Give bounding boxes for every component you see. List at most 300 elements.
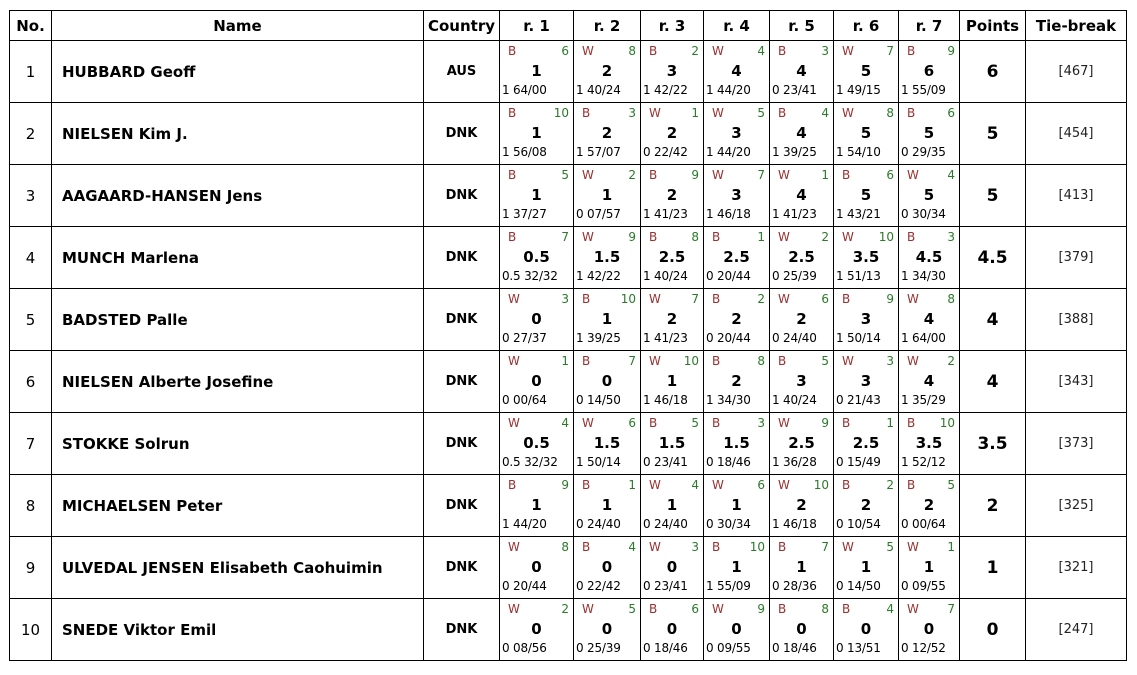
round-cumulative-score: 1.5 (723, 434, 750, 452)
round-color: W (842, 230, 854, 244)
round-cell (574, 41, 641, 103)
round-result-detail: 0 09/55 (706, 641, 751, 655)
round-cumulative-score: 1 (731, 496, 742, 514)
round-opponent: 1 (886, 416, 894, 430)
round-result-detail: 1 56/08 (502, 145, 547, 159)
round-color: W (508, 416, 520, 430)
round-opponent: 7 (628, 354, 636, 368)
round-result-detail: 0 23/41 (643, 579, 688, 593)
round-result-detail: 1 44/20 (706, 83, 751, 97)
round-result-detail: 1 39/25 (772, 145, 817, 159)
round-opponent: 4 (821, 106, 829, 120)
round-cumulative-score: 1 (731, 558, 742, 576)
round-color: W (582, 416, 594, 430)
round-result-detail: 0.5 32/32 (502, 455, 558, 469)
round-result-detail: 1 41/23 (643, 331, 688, 345)
round-opponent: 10 (878, 230, 894, 244)
round-result-detail: 1 40/24 (643, 269, 688, 283)
round-opponent: 9 (691, 168, 699, 182)
round-color: W (842, 44, 854, 58)
round-cumulative-score: 3.5 (852, 248, 880, 266)
player-no: 6 (10, 351, 52, 413)
round-color: W (508, 540, 520, 554)
round-cumulative-score: 0 (601, 620, 613, 638)
round-opponent: 6 (886, 168, 894, 182)
round-opponent: 1 (757, 230, 765, 244)
player-tiebreak: [325] (1026, 475, 1127, 537)
round-opponent: 10 (553, 106, 569, 120)
round-result-detail: 0 20/44 (706, 269, 751, 283)
player-points: 4 (960, 351, 1026, 413)
round-opponent: 1 (561, 354, 569, 368)
round-result-detail: 0 09/55 (901, 579, 946, 593)
round-color: W (842, 540, 854, 554)
player-country: DNK (424, 289, 500, 351)
round-result-detail: 0 14/50 (836, 579, 881, 593)
round-cumulative-score: 2.5 (658, 248, 686, 266)
round-cumulative-score: 2.5 (723, 248, 750, 266)
round-result-detail: 1 36/28 (772, 455, 817, 469)
round-cell (641, 475, 704, 537)
round-opponent: 10 (683, 354, 699, 368)
header-tiebreak: Tie-break (1026, 11, 1127, 41)
player-country: DNK (424, 103, 500, 165)
round-opponent: 5 (561, 168, 569, 182)
round-cell (574, 413, 641, 475)
round-color: W (778, 416, 790, 430)
crosstable (9, 10, 1127, 661)
round-opponent: 10 (620, 292, 636, 306)
header-round-7: r. 7 (899, 11, 960, 41)
round-opponent: 8 (821, 602, 829, 616)
player-points: 3.5 (960, 413, 1026, 475)
round-result-detail: 1 64/00 (502, 83, 547, 97)
round-cumulative-score: 0 (860, 620, 872, 638)
round-cell (899, 227, 960, 289)
player-tiebreak: [343] (1026, 351, 1127, 413)
round-opponent: 9 (821, 416, 829, 430)
round-cell (704, 103, 770, 165)
round-opponent: 8 (628, 44, 636, 58)
round-cumulative-score: 0 (531, 558, 542, 576)
round-result-detail: 0 20/44 (502, 579, 547, 593)
round-opponent: 1 (947, 540, 955, 554)
round-cumulative-score: 2 (666, 310, 678, 328)
round-cumulative-score: 4 (796, 186, 807, 204)
round-cell (500, 599, 574, 661)
round-color: W (778, 230, 790, 244)
round-cumulative-score: 4 (796, 62, 807, 80)
round-color: B (778, 44, 787, 58)
player-no: 8 (10, 475, 52, 537)
player-country: DNK (424, 475, 500, 537)
table-row (10, 227, 1127, 289)
round-color: B (842, 602, 851, 616)
round-cumulative-score: 0 (531, 372, 542, 390)
round-opponent: 4 (691, 478, 699, 492)
round-opponent: 10 (749, 540, 765, 554)
round-result-detail: 0 30/34 (706, 517, 751, 531)
player-name: NIELSEN Alberte Josefine (52, 351, 424, 413)
round-color: W (907, 602, 919, 616)
round-color: B (712, 292, 721, 306)
round-result-detail: 1 55/09 (901, 83, 946, 97)
round-cell (574, 537, 641, 599)
player-tiebreak: [373] (1026, 413, 1127, 475)
round-opponent: 3 (757, 416, 765, 430)
round-cell (574, 227, 641, 289)
round-opponent: 5 (886, 540, 894, 554)
round-cumulative-score: 1.5 (593, 248, 621, 266)
player-points: 4 (960, 289, 1026, 351)
round-cell (770, 227, 834, 289)
round-color: B (582, 354, 591, 368)
round-cumulative-score: 1.5 (658, 434, 686, 452)
round-result-detail: 0 25/39 (772, 269, 817, 283)
header-country: Country (424, 11, 500, 41)
round-color: W (907, 540, 919, 554)
round-color: W (582, 168, 594, 182)
round-cell (704, 537, 770, 599)
round-result-detail: 0 20/44 (706, 331, 751, 345)
round-cumulative-score: 2.5 (852, 434, 880, 452)
round-cell (899, 289, 960, 351)
round-cell (704, 413, 770, 475)
round-result-detail: 1 57/07 (576, 145, 621, 159)
round-cell (641, 413, 704, 475)
player-points: 6 (960, 41, 1026, 103)
round-cumulative-score: 0 (796, 620, 807, 638)
round-color: B (907, 230, 916, 244)
round-cumulative-score: 2 (666, 124, 678, 142)
round-result-detail: 1 35/29 (901, 393, 946, 407)
player-no: 4 (10, 227, 52, 289)
round-opponent: 4 (757, 44, 765, 58)
round-cell (834, 475, 899, 537)
player-name: ULVEDAL JENSEN Elisabeth Caohuimin (52, 537, 424, 599)
round-result-detail: 0 21/43 (836, 393, 881, 407)
round-result-detail: 1 52/12 (901, 455, 946, 469)
round-cell (899, 103, 960, 165)
round-color: W (508, 354, 520, 368)
round-cell (704, 351, 770, 413)
round-result-detail: 0 22/42 (576, 579, 621, 593)
round-color: B (778, 540, 787, 554)
round-cumulative-score: 4.5 (915, 248, 943, 266)
round-opponent: 5 (947, 478, 955, 492)
round-color: B (842, 478, 851, 492)
round-opponent: 6 (691, 602, 699, 616)
round-cumulative-score: 3 (731, 124, 742, 142)
round-cumulative-score: 3 (860, 372, 872, 390)
round-cumulative-score: 1.5 (593, 434, 621, 452)
round-opponent: 7 (757, 168, 765, 182)
round-opponent: 10 (939, 416, 955, 430)
round-color: B (582, 106, 591, 120)
player-name: HUBBARD Geoff (52, 41, 424, 103)
round-cell (899, 599, 960, 661)
round-cell (574, 351, 641, 413)
table-row (10, 165, 1127, 227)
round-cell (574, 599, 641, 661)
round-opponent: 3 (691, 540, 699, 554)
round-result-detail: 1 40/24 (772, 393, 817, 407)
round-opponent: 4 (947, 168, 955, 182)
round-opponent: 3 (628, 106, 636, 120)
round-cumulative-score: 0.5 (523, 248, 550, 266)
round-result-detail: 1 37/27 (502, 207, 547, 221)
round-cumulative-score: 5 (860, 186, 872, 204)
round-color: B (907, 44, 916, 58)
round-cell (770, 413, 834, 475)
round-opponent: 2 (886, 478, 894, 492)
round-color: B (582, 292, 591, 306)
round-cell (500, 165, 574, 227)
round-cumulative-score: 1 (601, 186, 613, 204)
round-cumulative-score: 0 (601, 558, 613, 576)
header-round-1: r. 1 (500, 11, 574, 41)
round-result-detail: 1 49/15 (836, 83, 881, 97)
table-row (10, 289, 1127, 351)
round-color: B (712, 354, 721, 368)
table-row (10, 413, 1127, 475)
round-color: B (842, 168, 851, 182)
round-cell (500, 103, 574, 165)
player-points: 1 (960, 537, 1026, 599)
round-result-detail: 1 46/18 (706, 207, 751, 221)
round-result-detail: 1 40/24 (576, 83, 621, 97)
round-cell (574, 475, 641, 537)
header-round-3: r. 3 (641, 11, 704, 41)
round-color: W (649, 354, 661, 368)
round-result-detail: 1 42/22 (576, 269, 621, 283)
round-result-detail: 0 18/46 (643, 641, 688, 655)
player-no: 5 (10, 289, 52, 351)
round-cell (899, 413, 960, 475)
round-opponent: 9 (561, 478, 569, 492)
round-cell (641, 289, 704, 351)
round-cell (899, 537, 960, 599)
round-cell (500, 413, 574, 475)
player-no: 10 (10, 599, 52, 661)
table-row (10, 599, 1127, 661)
round-opponent: 5 (691, 416, 699, 430)
round-cumulative-score: 2.5 (788, 434, 815, 452)
player-points: 0 (960, 599, 1026, 661)
round-cumulative-score: 2 (666, 186, 678, 204)
round-cell (834, 227, 899, 289)
round-color: B (712, 540, 721, 554)
round-color: W (508, 602, 520, 616)
round-result-detail: 1 34/30 (901, 269, 946, 283)
round-opponent: 8 (691, 230, 699, 244)
round-cell (574, 289, 641, 351)
round-cumulative-score: 1 (531, 124, 542, 142)
round-result-detail: 1 51/13 (836, 269, 881, 283)
player-country: DNK (424, 537, 500, 599)
round-result-detail: 0 27/37 (502, 331, 547, 345)
round-cumulative-score: 4 (731, 62, 742, 80)
round-cumulative-score: 1 (923, 558, 935, 576)
header-round-6: r. 6 (834, 11, 899, 41)
round-color: B (508, 478, 517, 492)
round-cell (834, 165, 899, 227)
round-opponent: 8 (561, 540, 569, 554)
player-no: 3 (10, 165, 52, 227)
round-cell (641, 41, 704, 103)
round-result-detail: 0 13/51 (836, 641, 881, 655)
round-cumulative-score: 1 (601, 496, 613, 514)
round-cell (770, 289, 834, 351)
round-result-detail: 1 55/09 (706, 579, 751, 593)
table-row (10, 351, 1127, 413)
round-opponent: 3 (821, 44, 829, 58)
round-opponent: 7 (561, 230, 569, 244)
round-cell (770, 475, 834, 537)
round-result-detail: 0 10/54 (836, 517, 881, 531)
player-name: NIELSEN Kim J. (52, 103, 424, 165)
round-cumulative-score: 1 (796, 558, 807, 576)
round-result-detail: 1 50/14 (576, 455, 621, 469)
round-color: W (712, 168, 724, 182)
round-cumulative-score: 2.5 (788, 248, 815, 266)
round-cumulative-score: 0 (666, 558, 678, 576)
round-cumulative-score: 2 (731, 310, 742, 328)
round-cumulative-score: 3 (731, 186, 742, 204)
round-cumulative-score: 1 (531, 186, 542, 204)
round-result-detail: 1 46/18 (643, 393, 688, 407)
player-country: DNK (424, 227, 500, 289)
round-opponent: 6 (947, 106, 955, 120)
round-opponent: 6 (628, 416, 636, 430)
header-name: Name (52, 11, 424, 41)
header-no: No. (10, 11, 52, 41)
round-color: B (508, 230, 517, 244)
player-name: AAGAARD-HANSEN Jens (52, 165, 424, 227)
round-cell (834, 351, 899, 413)
round-opponent: 3 (947, 230, 955, 244)
round-cumulative-score: 6 (923, 62, 935, 80)
round-cell (899, 165, 960, 227)
round-result-detail: 0 24/40 (643, 517, 688, 531)
round-cell (770, 537, 834, 599)
round-result-detail: 1 50/14 (836, 331, 881, 345)
round-opponent: 4 (628, 540, 636, 554)
round-opponent: 7 (886, 44, 894, 58)
player-country: DNK (424, 165, 500, 227)
player-points: 4.5 (960, 227, 1026, 289)
round-cumulative-score: 0 (666, 620, 678, 638)
round-cumulative-score: 3 (796, 372, 807, 390)
round-cell (899, 351, 960, 413)
round-cumulative-score: 4 (923, 310, 935, 328)
round-opponent: 10 (813, 478, 829, 492)
round-result-detail: 1 44/20 (706, 145, 751, 159)
round-color: B (582, 540, 591, 554)
round-cell (834, 41, 899, 103)
round-cumulative-score: 1 (860, 558, 872, 576)
player-tiebreak: [388] (1026, 289, 1127, 351)
round-cell (574, 165, 641, 227)
round-cumulative-score: 1 (531, 62, 542, 80)
round-cell (500, 227, 574, 289)
round-cell (641, 537, 704, 599)
round-cumulative-score: 2 (796, 496, 807, 514)
round-color: B (712, 416, 721, 430)
round-cell (704, 165, 770, 227)
round-cumulative-score: 5 (860, 62, 872, 80)
round-opponent: 9 (628, 230, 636, 244)
round-cumulative-score: 1 (666, 372, 678, 390)
round-cumulative-score: 5 (923, 186, 935, 204)
round-cell (770, 103, 834, 165)
round-opponent: 4 (886, 602, 894, 616)
round-result-detail: 0 18/46 (772, 641, 817, 655)
round-opponent: 5 (628, 602, 636, 616)
table-row (10, 475, 1127, 537)
player-country: DNK (424, 599, 500, 661)
round-cell (704, 289, 770, 351)
round-opponent: 8 (886, 106, 894, 120)
round-cumulative-score: 1 (666, 496, 678, 514)
round-cell (500, 289, 574, 351)
round-cell (770, 41, 834, 103)
round-color: B (508, 168, 517, 182)
round-result-detail: 1 54/10 (836, 145, 881, 159)
round-cumulative-score: 2 (796, 310, 807, 328)
header-round-2: r. 2 (574, 11, 641, 41)
player-points: 5 (960, 103, 1026, 165)
round-opponent: 2 (561, 602, 569, 616)
player-tiebreak: [454] (1026, 103, 1127, 165)
round-result-detail: 0 08/56 (502, 641, 547, 655)
round-color: W (907, 354, 919, 368)
round-color: B (649, 416, 658, 430)
player-tiebreak: [467] (1026, 41, 1127, 103)
round-cumulative-score: 0 (731, 620, 742, 638)
round-cumulative-score: 3.5 (915, 434, 943, 452)
round-color: B (907, 416, 916, 430)
round-cell (704, 227, 770, 289)
round-color: W (842, 354, 854, 368)
round-cumulative-score: 5 (860, 124, 872, 142)
round-result-detail: 0 00/64 (502, 393, 547, 407)
round-color: W (649, 540, 661, 554)
round-opponent: 1 (691, 106, 699, 120)
round-cell (641, 599, 704, 661)
round-result-detail: 0 29/35 (901, 145, 946, 159)
round-cumulative-score: 0 (531, 620, 542, 638)
round-result-detail: 1 43/21 (836, 207, 881, 221)
round-result-detail: 1 39/25 (576, 331, 621, 345)
round-result-detail: 0 12/52 (901, 641, 946, 655)
round-opponent: 6 (561, 44, 569, 58)
round-color: B (649, 44, 658, 58)
round-result-detail: 1 41/23 (643, 207, 688, 221)
round-opponent: 4 (561, 416, 569, 430)
round-color: B (907, 106, 916, 120)
round-cumulative-score: 3 (666, 62, 678, 80)
round-opponent: 2 (821, 230, 829, 244)
round-cell (834, 537, 899, 599)
round-cell (834, 599, 899, 661)
round-result-detail: 0 28/36 (772, 579, 817, 593)
round-cell (641, 103, 704, 165)
round-opponent: 9 (886, 292, 894, 306)
round-result-detail: 0 24/40 (772, 331, 817, 345)
round-cumulative-score: 5 (923, 124, 935, 142)
round-color: W (712, 44, 724, 58)
